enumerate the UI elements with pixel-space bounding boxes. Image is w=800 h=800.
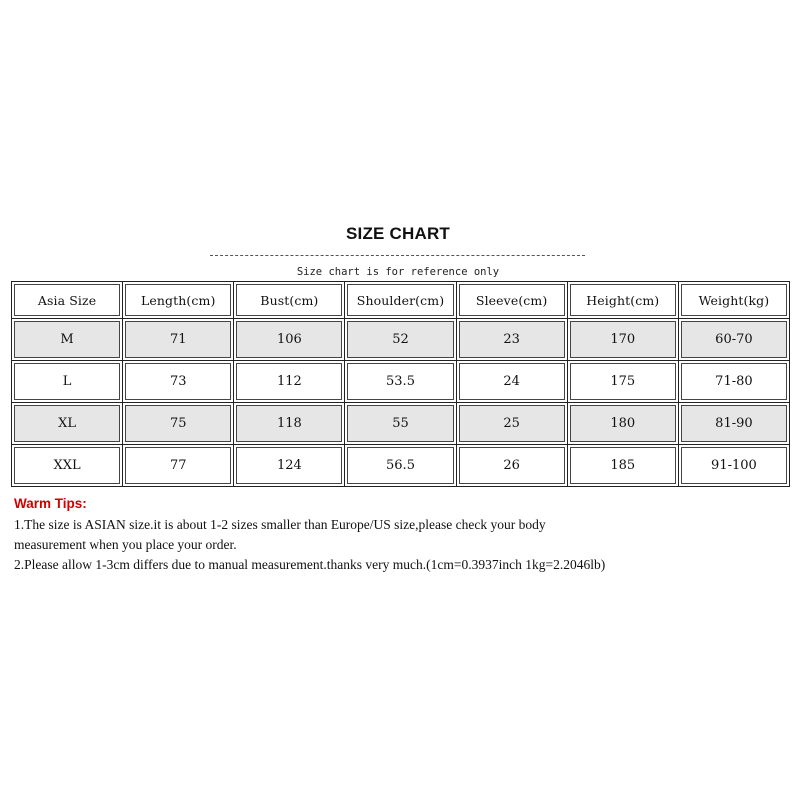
tip-line: 2.Please allow 1-3cm differs due to manual measurement.thanks very much.(1cm=0.3937inch 1kg=2.2046lb) [14, 557, 606, 572]
table-row [12, 445, 790, 487]
reference-note: Size chart is for reference only [296, 266, 500, 278]
header-height: Height(cm) [568, 282, 679, 319]
table-cell: 26 [457, 445, 568, 487]
table-cell: 170 [568, 319, 679, 361]
table-cell: 23 [457, 319, 568, 361]
table-cell: 91-100 [679, 445, 790, 487]
table-cell: 25 [457, 403, 568, 445]
table-cell: 185 [568, 445, 679, 487]
warm-tips-title: Warm Tips: [14, 496, 87, 511]
tip-line: 1.The size is ASIAN size.it is about 1-2 sizes smaller than Europe/US size,please check your body [14, 517, 546, 532]
header-length: Length(cm) [123, 282, 234, 319]
table-row [12, 361, 790, 403]
page-title: SIZE CHART [346, 224, 450, 243]
dashed-divider [210, 255, 585, 256]
table-cell: 106 [234, 319, 345, 361]
header-weight: Weight(kg) [679, 282, 790, 319]
table-cell: 55 [345, 403, 456, 445]
table-cell: 71 [123, 319, 234, 361]
table-cell: 24 [457, 361, 568, 403]
table-cell: 60-70 [679, 319, 790, 361]
table-cell: M [12, 319, 123, 361]
table-cell: 71-80 [679, 361, 790, 403]
table-cell: 77 [123, 445, 234, 487]
table-cell: XL [12, 403, 123, 445]
table-cell: XXL [12, 445, 123, 487]
header-sleeve: Sleeve(cm) [457, 282, 568, 319]
warm-tips-text [14, 515, 794, 575]
table-cell: L [12, 361, 123, 403]
header-bust: Bust(cm) [234, 282, 345, 319]
table-cell: 53.5 [345, 361, 456, 403]
table-cell: 81-90 [679, 403, 790, 445]
table-cell: 73 [123, 361, 234, 403]
table-cell: 118 [234, 403, 345, 445]
table-header-row [12, 282, 790, 319]
header-asia-size: Asia Size [12, 282, 123, 319]
table-cell: 52 [345, 319, 456, 361]
tip-line: measurement when you place your order. [14, 537, 237, 552]
table-row [12, 403, 790, 445]
header-shoulder: Shoulder(cm) [345, 282, 456, 319]
table-cell: 180 [568, 403, 679, 445]
table-cell: 75 [123, 403, 234, 445]
table-cell: 175 [568, 361, 679, 403]
table-cell: 56.5 [345, 445, 456, 487]
size-chart-table [11, 281, 790, 487]
table-cell: 112 [234, 361, 345, 403]
table-row [12, 319, 790, 361]
table-cell: 124 [234, 445, 345, 487]
